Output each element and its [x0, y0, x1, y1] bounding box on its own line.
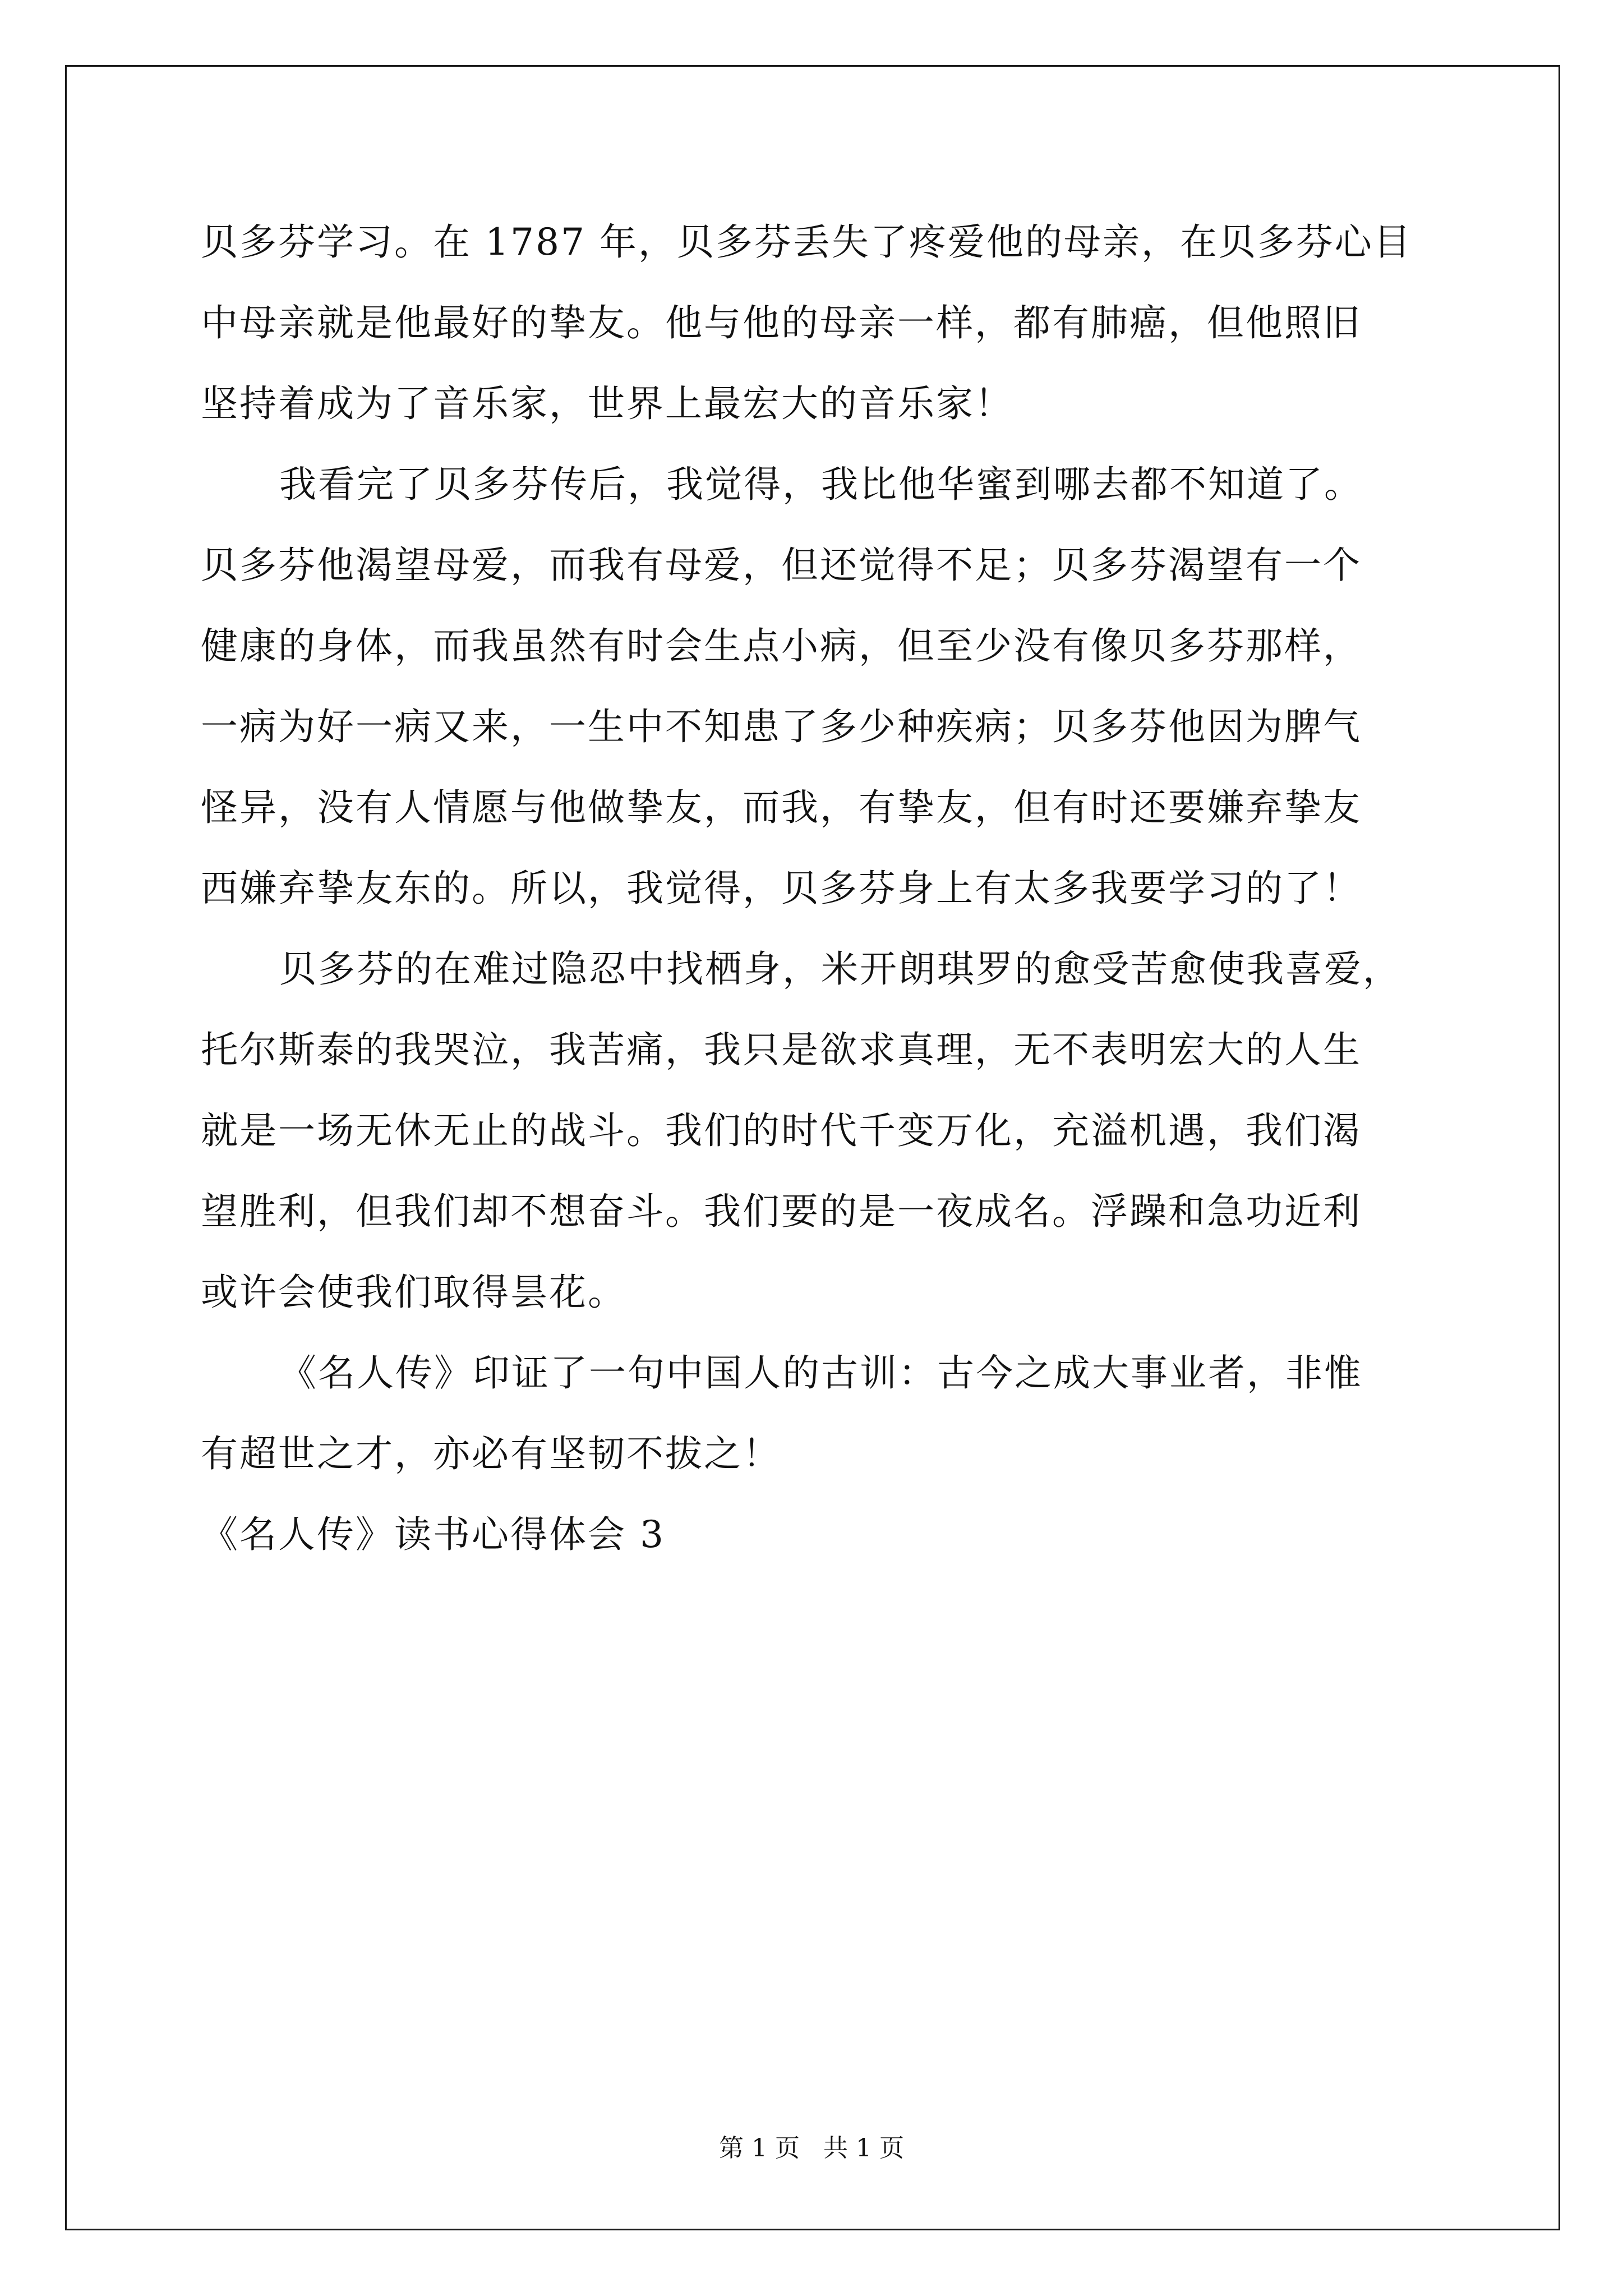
text-line: 贝多芬他渴望母爱，而我有母爱，但还觉得不足；贝多芬渴望有一个 — [201, 544, 1362, 587]
text-line: 就是一场无休无止的战斗。我们的时代千变万化，充溢机遇，我们渴 — [201, 1109, 1362, 1152]
text-line: 我看完了贝多芬传后，我觉得，我比他华蜜到哪去都不知道了。 — [279, 463, 1363, 506]
text-line: 怪异，没有人情愿与他做挚友，而我，有挚友，但有时还要嫌弃挚友 — [201, 786, 1362, 829]
text-line: 坚持着成为了音乐家，世界上最宏大的音乐家！ — [201, 382, 1013, 425]
text-line: 望胜利，但我们却不想奋斗。我们要的是一夜成名。浮躁和急功近利 — [201, 1190, 1362, 1233]
text-line: 贝多芬学习。在 1787 年，贝多芬丢失了疼爱他的母亲，在贝多芬心目 — [201, 220, 1412, 264]
text-line: 西嫌弃挚友东的。所以，我觉得，贝多芬身上有太多我要学习的了！ — [201, 867, 1362, 910]
text-line: 或许会使我们取得昙花。 — [201, 1271, 626, 1314]
text-line: 托尔斯泰的我哭泣，我苦痛，我只是欲求真理，无不表明宏大的人生 — [201, 1028, 1362, 1071]
text-line: 有超世之才，亦必有坚韧不拔之！ — [201, 1432, 781, 1475]
text-line: 健康的身体，而我虽然有时会生点小病，但至少没有像贝多芬那样， — [201, 624, 1362, 668]
text-line: 贝多芬的在难过隐忍中找栖身，米开朗琪罗的愈受苦愈使我喜爱， — [279, 947, 1401, 991]
text-line: 中母亲就是他最好的挚友。他与他的母亲一样，都有肺癌，但他照旧 — [201, 301, 1362, 344]
text-line: 一病为好一病又来，一生中不知患了多少种疾病；贝多芬他因为脾气 — [201, 705, 1362, 748]
page-footer: 第 1 页 共 1 页 — [719, 2134, 904, 2162]
document-body — [201, 202, 1437, 1575]
section-heading: 《名人传》读书心得体会 3 — [201, 1513, 665, 1556]
text-line: 《名人传》印证了一句中国人的古训：古今之成大事业者，非惟 — [279, 1351, 1363, 1395]
